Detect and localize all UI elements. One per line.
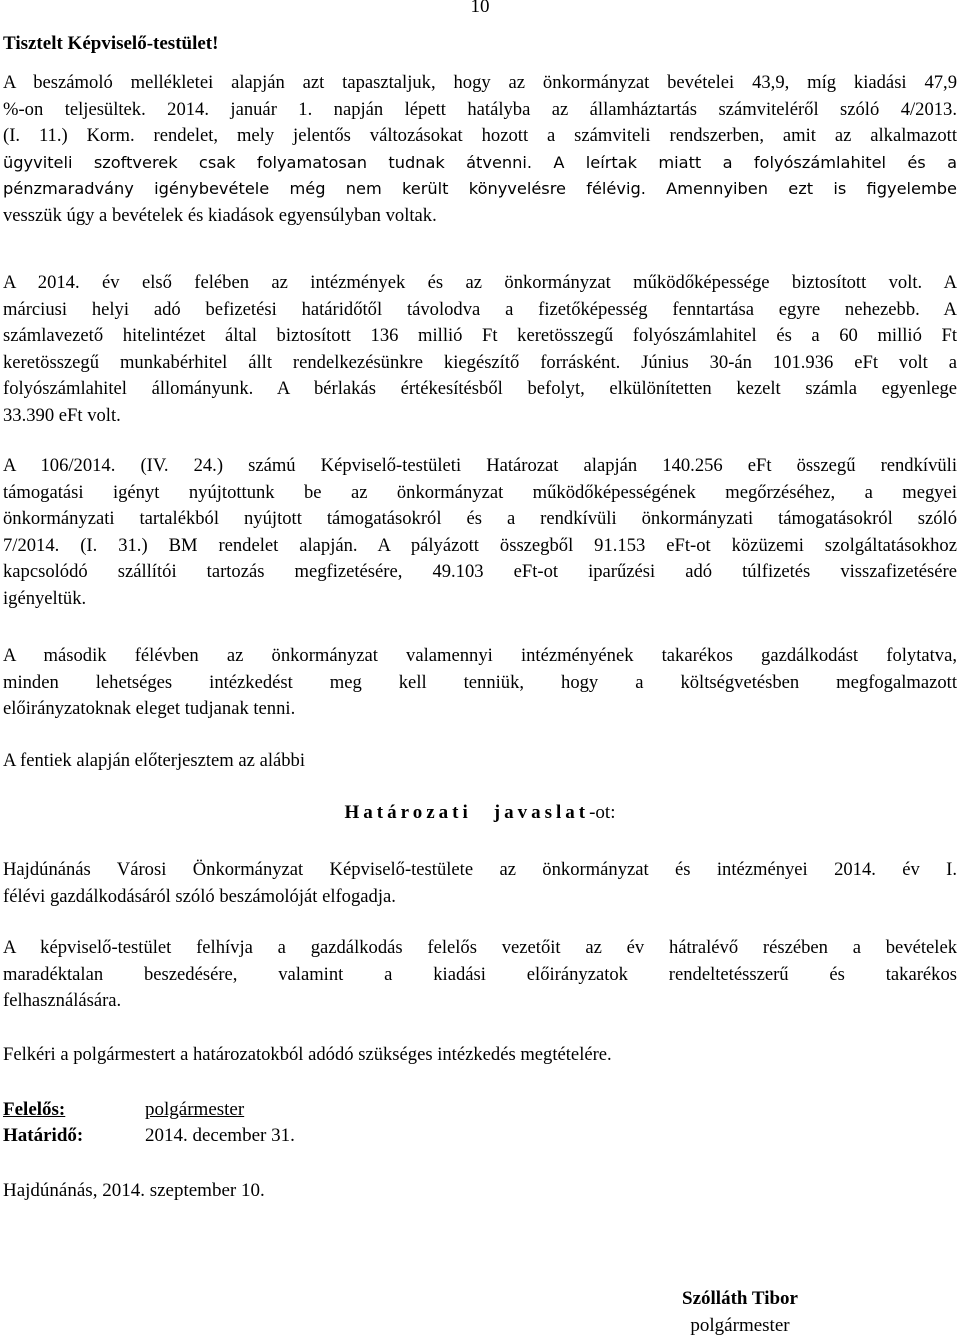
- paragraph-line: kapcsolódó szállítói tartozás megfizetésére, 49.103 eFt-ot iparűzési adó túlfizetés visszafizetésére: [3, 561, 957, 582]
- paragraph-line: igényeltük.: [3, 587, 87, 609]
- place-date: Hajdúnánás, 2014. szeptember 10.: [3, 1180, 265, 1201]
- paragraph-extraordinary-support: [3, 453, 957, 612]
- paragraph-line: márciusi helyi adó befizetési határidőtől távolodva a fizetőképesség fenntartása egyre nehezebb. A: [3, 298, 957, 320]
- heading-suffix: -ot:: [589, 802, 616, 823]
- paragraph-line: ügyviteli szoftverek csak folyamatosan tudnak átvenni. A leírtak miatt a folyószámlahitel és a: [3, 152, 957, 172]
- paragraph-line: számlavezető hitelintézet által biztosított 136 millió Ft keretösszegű folyószámlahitel és a 60 millió Ft: [3, 325, 957, 346]
- paragraph-proposal-intro: [3, 748, 957, 775]
- paragraph-line: A 106/2014. (IV. 24.) számú Képviselő-testületi Határozat alapján 140.256 eFt összegű rendkívüli: [3, 455, 957, 476]
- responsibility-block: [3, 1097, 295, 1149]
- paragraph-line: maradéktalan beszedésére, valamint a kiadási előirányzatok rendeltetésszerű és takarékos: [3, 963, 957, 985]
- paragraph-line: %-on teljesültek. 2014. január 1. napján lépett hatályba az államháztartás számviteléről szóló 4/2013.: [3, 98, 957, 120]
- paragraph-line: Felkéri a polgármestert a határozatokból adódó szükséges intézkedés megtételére.: [3, 1044, 612, 1065]
- deadline-row: [3, 1123, 295, 1149]
- proposal-heading: [0, 802, 960, 824]
- paragraph-line: folyószámlahitel állományunk. A bérlakás értékesítésből befolyt, elkülönítetten kezelt számla egyenlege: [3, 378, 957, 399]
- resolution-call: [3, 935, 957, 1015]
- paragraph-line: 7/2014. (I. 31.) BM rendelet alapján. A pályázott összegből 91.153 eFt-ot közüzemi szolgáltatásokhoz: [3, 534, 957, 556]
- paragraph-report-summary: [3, 70, 957, 229]
- paragraph-line: A beszámoló mellékletei alapján azt tapasztaljuk, hogy az önkormányzat bevételei 43,9, míg kiadási 47,9: [3, 72, 957, 93]
- paragraph-line: félévi gazdálkodásáról szóló beszámolóját elfogadja.: [3, 885, 396, 907]
- paragraph-line: előirányzatoknak eleget tudjanak tenni.: [3, 698, 296, 719]
- paragraph-line: A képviselő-testület felhívja a gazdálkodás felelős vezetőit az év hátralévő részében a bevételek: [3, 937, 957, 958]
- paragraph-line: önkormányzati tartalékból nyújtott támogatásokról és a rendkívüli önkormányzati támogatásokról szóló: [3, 508, 957, 529]
- resolution-mayor-request: [3, 1042, 957, 1069]
- signature-block: [620, 1285, 860, 1339]
- paragraph-line: pénzmaradvány igénybevétele még nem került könyvelésre félévig. Amennyiben ezt is figyelembe: [3, 179, 957, 198]
- paragraph-line: felhasználására.: [3, 990, 122, 1011]
- heading-word-resolution: Határozati: [344, 802, 472, 823]
- paragraph-second-half: [3, 643, 957, 723]
- deadline-value: 2014. december 31.: [145, 1125, 295, 1146]
- responsible-label: Felelős:: [3, 1099, 66, 1120]
- signatory-name: Szólláth Tibor: [682, 1288, 798, 1309]
- paragraph-line: A fentiek alapján előterjesztem az alábbi: [3, 750, 306, 771]
- heading-word-proposal: javaslat: [493, 802, 590, 823]
- signatory-title: polgármester: [690, 1315, 790, 1336]
- paragraph-line: (I. 11.) Korm. rendelet, mely jelentős változásokat hozott a számviteli rendszerben, amit az alkalmazott: [3, 125, 957, 146]
- paragraph-line: Hajdúnánás Városi Önkormányzat Képviselő-testülete az önkormányzat és intézményei 2014. év I.: [3, 859, 957, 880]
- responsible-value: polgármester: [145, 1099, 245, 1120]
- paragraph-line: minden lehetséges intézkedést meg kell tenniük, hogy a költségvetésben megfogalmazott: [3, 671, 957, 693]
- responsible-row: [3, 1097, 295, 1123]
- paragraph-line: vesszük úgy a bevételek és kiadások egyensúlyban voltak.: [3, 204, 437, 226]
- paragraph-line: 33.390 eFt volt.: [3, 404, 121, 426]
- paragraph-line: támogatási igényt nyújtottunk be az önkormányzat működőképességének megőrzéséhez, a megyei: [3, 481, 957, 503]
- paragraph-line: A második félévben az önkormányzat valamennyi intézményének takarékos gazdálkodást folytatva,: [3, 645, 957, 666]
- paragraph-line: A 2014. év első felében az intézmények és az önkormányzat működőképessége biztosított volt. A: [3, 272, 957, 293]
- paragraph-line: keretösszegű munkabérhitel állt rendelkezésünkre kiegészítő forrásként. Június 30-án 101.936 eFt volt a: [3, 351, 957, 373]
- salutation: Tisztelt Képviselő-testület!: [3, 33, 219, 54]
- resolution-accept: [3, 857, 957, 910]
- deadline-label: Határidő:: [3, 1125, 84, 1146]
- page-number: 10: [470, 0, 490, 17]
- paragraph-liquidity: [3, 270, 957, 429]
